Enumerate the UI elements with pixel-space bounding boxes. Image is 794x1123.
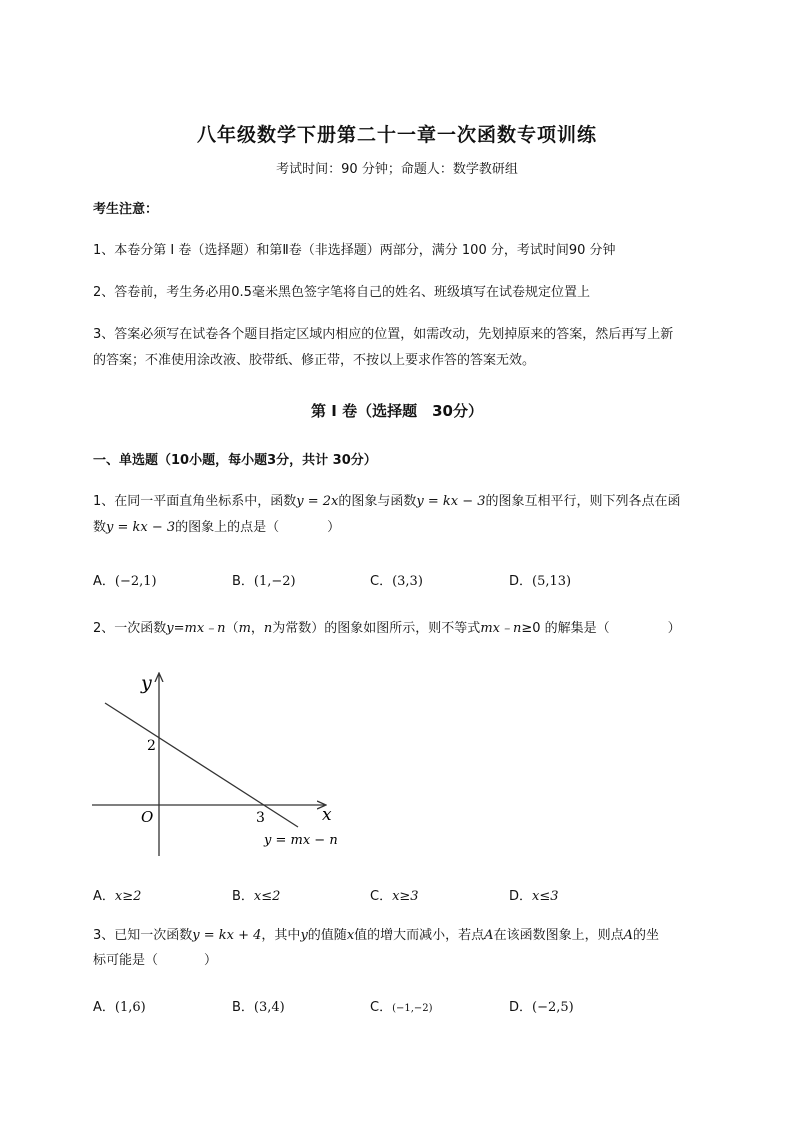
q1-option-d[interactable]: [509, 570, 571, 589]
q3-math: A: [484, 928, 494, 943]
option-label: C．: [370, 574, 393, 589]
q2-option-b[interactable]: [232, 885, 280, 904]
x-axis-label: x: [322, 805, 332, 825]
option-value: x≥2: [114, 889, 142, 904]
q1-text: 的图象互相平行，则下列各点在函: [485, 494, 681, 509]
q3-text: 3、已知一次函数: [93, 928, 193, 943]
origin-label: O: [141, 808, 154, 826]
q1-text: 的图象上的点是（: [175, 520, 280, 535]
option-label: C．: [370, 1000, 393, 1015]
notice-item-3-cont: 的答案；不准使用涂改液、胶带纸、修正带，不按以上要求作答的答案无效。: [93, 353, 536, 368]
notice-item-3: 3、答案必须写在试卷各个题目指定区域内相应的位置，如需改动，先划掉原来的答案，然后再写上新: [93, 327, 674, 342]
q2-text: ≥0 的解集是（: [521, 621, 610, 636]
option-label: D．: [509, 1000, 533, 1015]
q2-text: ）: [667, 621, 681, 636]
notice-item-1: 1、本卷分第 I 卷（选择题）和第Ⅱ卷（非选择题）两部分，满分 100 分，考试时间90 分钟: [93, 243, 616, 258]
option-label: B．: [232, 889, 254, 904]
option-value: (−1,−2): [392, 1003, 433, 1014]
x-intercept-label: 3: [256, 810, 265, 826]
q2-math: y=mx﹣n: [166, 621, 226, 636]
q3-math: y = kx + 4: [192, 928, 262, 943]
option-value: (−2,5): [532, 1000, 574, 1015]
function-line: [105, 703, 298, 827]
q3-math: A: [623, 928, 633, 943]
q2-math: m: [238, 621, 251, 636]
option-label: A．: [93, 1000, 115, 1015]
q3-text: 值的增大而减小，若点: [354, 928, 485, 943]
q2-text: （: [225, 621, 239, 636]
option-label: D．: [509, 889, 533, 904]
option-label: D．: [509, 574, 533, 589]
q1-math: y = kx − 3: [106, 520, 176, 535]
question-3-line-2: [93, 951, 217, 971]
q3-option-d[interactable]: [509, 996, 574, 1015]
option-value: x≤2: [253, 889, 281, 904]
q3-math: x: [346, 928, 355, 943]
q3-option-b[interactable]: [232, 996, 285, 1015]
option-value: (1,6): [114, 1000, 146, 1015]
question-2-line-1: [93, 619, 681, 639]
line-equation-label: y = mx − n: [264, 833, 338, 848]
option-value: x≤3: [532, 889, 559, 904]
y-axis-label: y: [141, 672, 152, 694]
q3-text: 在该函数图象上，则点: [493, 928, 624, 943]
q2-graph: [88, 668, 348, 863]
option-value: (−2,1): [114, 574, 157, 589]
q2-option-c[interactable]: [370, 885, 419, 904]
q1-text: 1、在同一平面直角坐标系中，函数: [93, 494, 297, 509]
option-label: C．: [370, 889, 393, 904]
page-title: 八年级数学下册第二十一章一次函数专项训练: [196, 124, 597, 146]
q3-option-c[interactable]: [370, 996, 433, 1015]
option-label: B．: [232, 574, 254, 589]
option-value: (1,−2): [253, 574, 296, 589]
q3-math: y: [300, 928, 308, 943]
q1-math: y = kx − 3: [416, 494, 486, 509]
page-subtitle: 考试时间：90 分钟；命题人：数学教研组: [276, 162, 518, 177]
y-intercept-label: 2: [147, 738, 156, 754]
q2-text: 为常数）的图象如图所示，则不等式: [272, 621, 481, 636]
q2-math: mx﹣n: [480, 621, 522, 636]
q1-text: 数: [93, 520, 107, 535]
option-label: A．: [93, 574, 115, 589]
q2-option-d[interactable]: [509, 885, 559, 904]
q3-option-a[interactable]: [93, 996, 146, 1015]
option-label: B．: [232, 1000, 254, 1015]
q2-text: ，: [250, 621, 264, 636]
q1-option-b[interactable]: [232, 570, 296, 589]
q1-option-c[interactable]: [370, 570, 423, 589]
section-title: 第 I 卷（选择题 30分）: [311, 402, 483, 420]
option-value: (3,3): [392, 574, 423, 589]
question-1-line-2: [93, 518, 340, 538]
question-1-line-1: [93, 492, 681, 512]
q2-math: n: [263, 621, 273, 636]
q1-option-a[interactable]: [93, 570, 157, 589]
q3-text: ，其中: [261, 928, 301, 943]
option-value: (5,13): [532, 574, 572, 589]
option-value: (3,4): [253, 1000, 285, 1015]
notice-item-2: 2、答卷前，考生务必用0.5毫米黑色签字笔将自己的姓名、班级填写在试卷规定位置上: [93, 285, 590, 300]
q1-text: ）: [327, 520, 341, 535]
q1-math: y = 2x: [296, 494, 339, 509]
option-value: x≥3: [392, 889, 419, 904]
q1-text: 的图象与函数: [338, 494, 417, 509]
option-label: A．: [93, 889, 115, 904]
q3-text: ）: [204, 953, 218, 968]
part-title: 一、单选题（10小题，每小题3分，共计 30分）: [93, 453, 377, 468]
q3-text: 的坐: [632, 928, 659, 943]
q2-text: 2、一次函数: [93, 621, 167, 636]
question-3-line-1: [93, 926, 659, 946]
notice-heading: 考生注意：: [93, 202, 159, 217]
q2-option-a[interactable]: [93, 885, 141, 904]
q3-text: 的值随: [307, 928, 347, 943]
q3-text: 标可能是（: [93, 953, 159, 968]
